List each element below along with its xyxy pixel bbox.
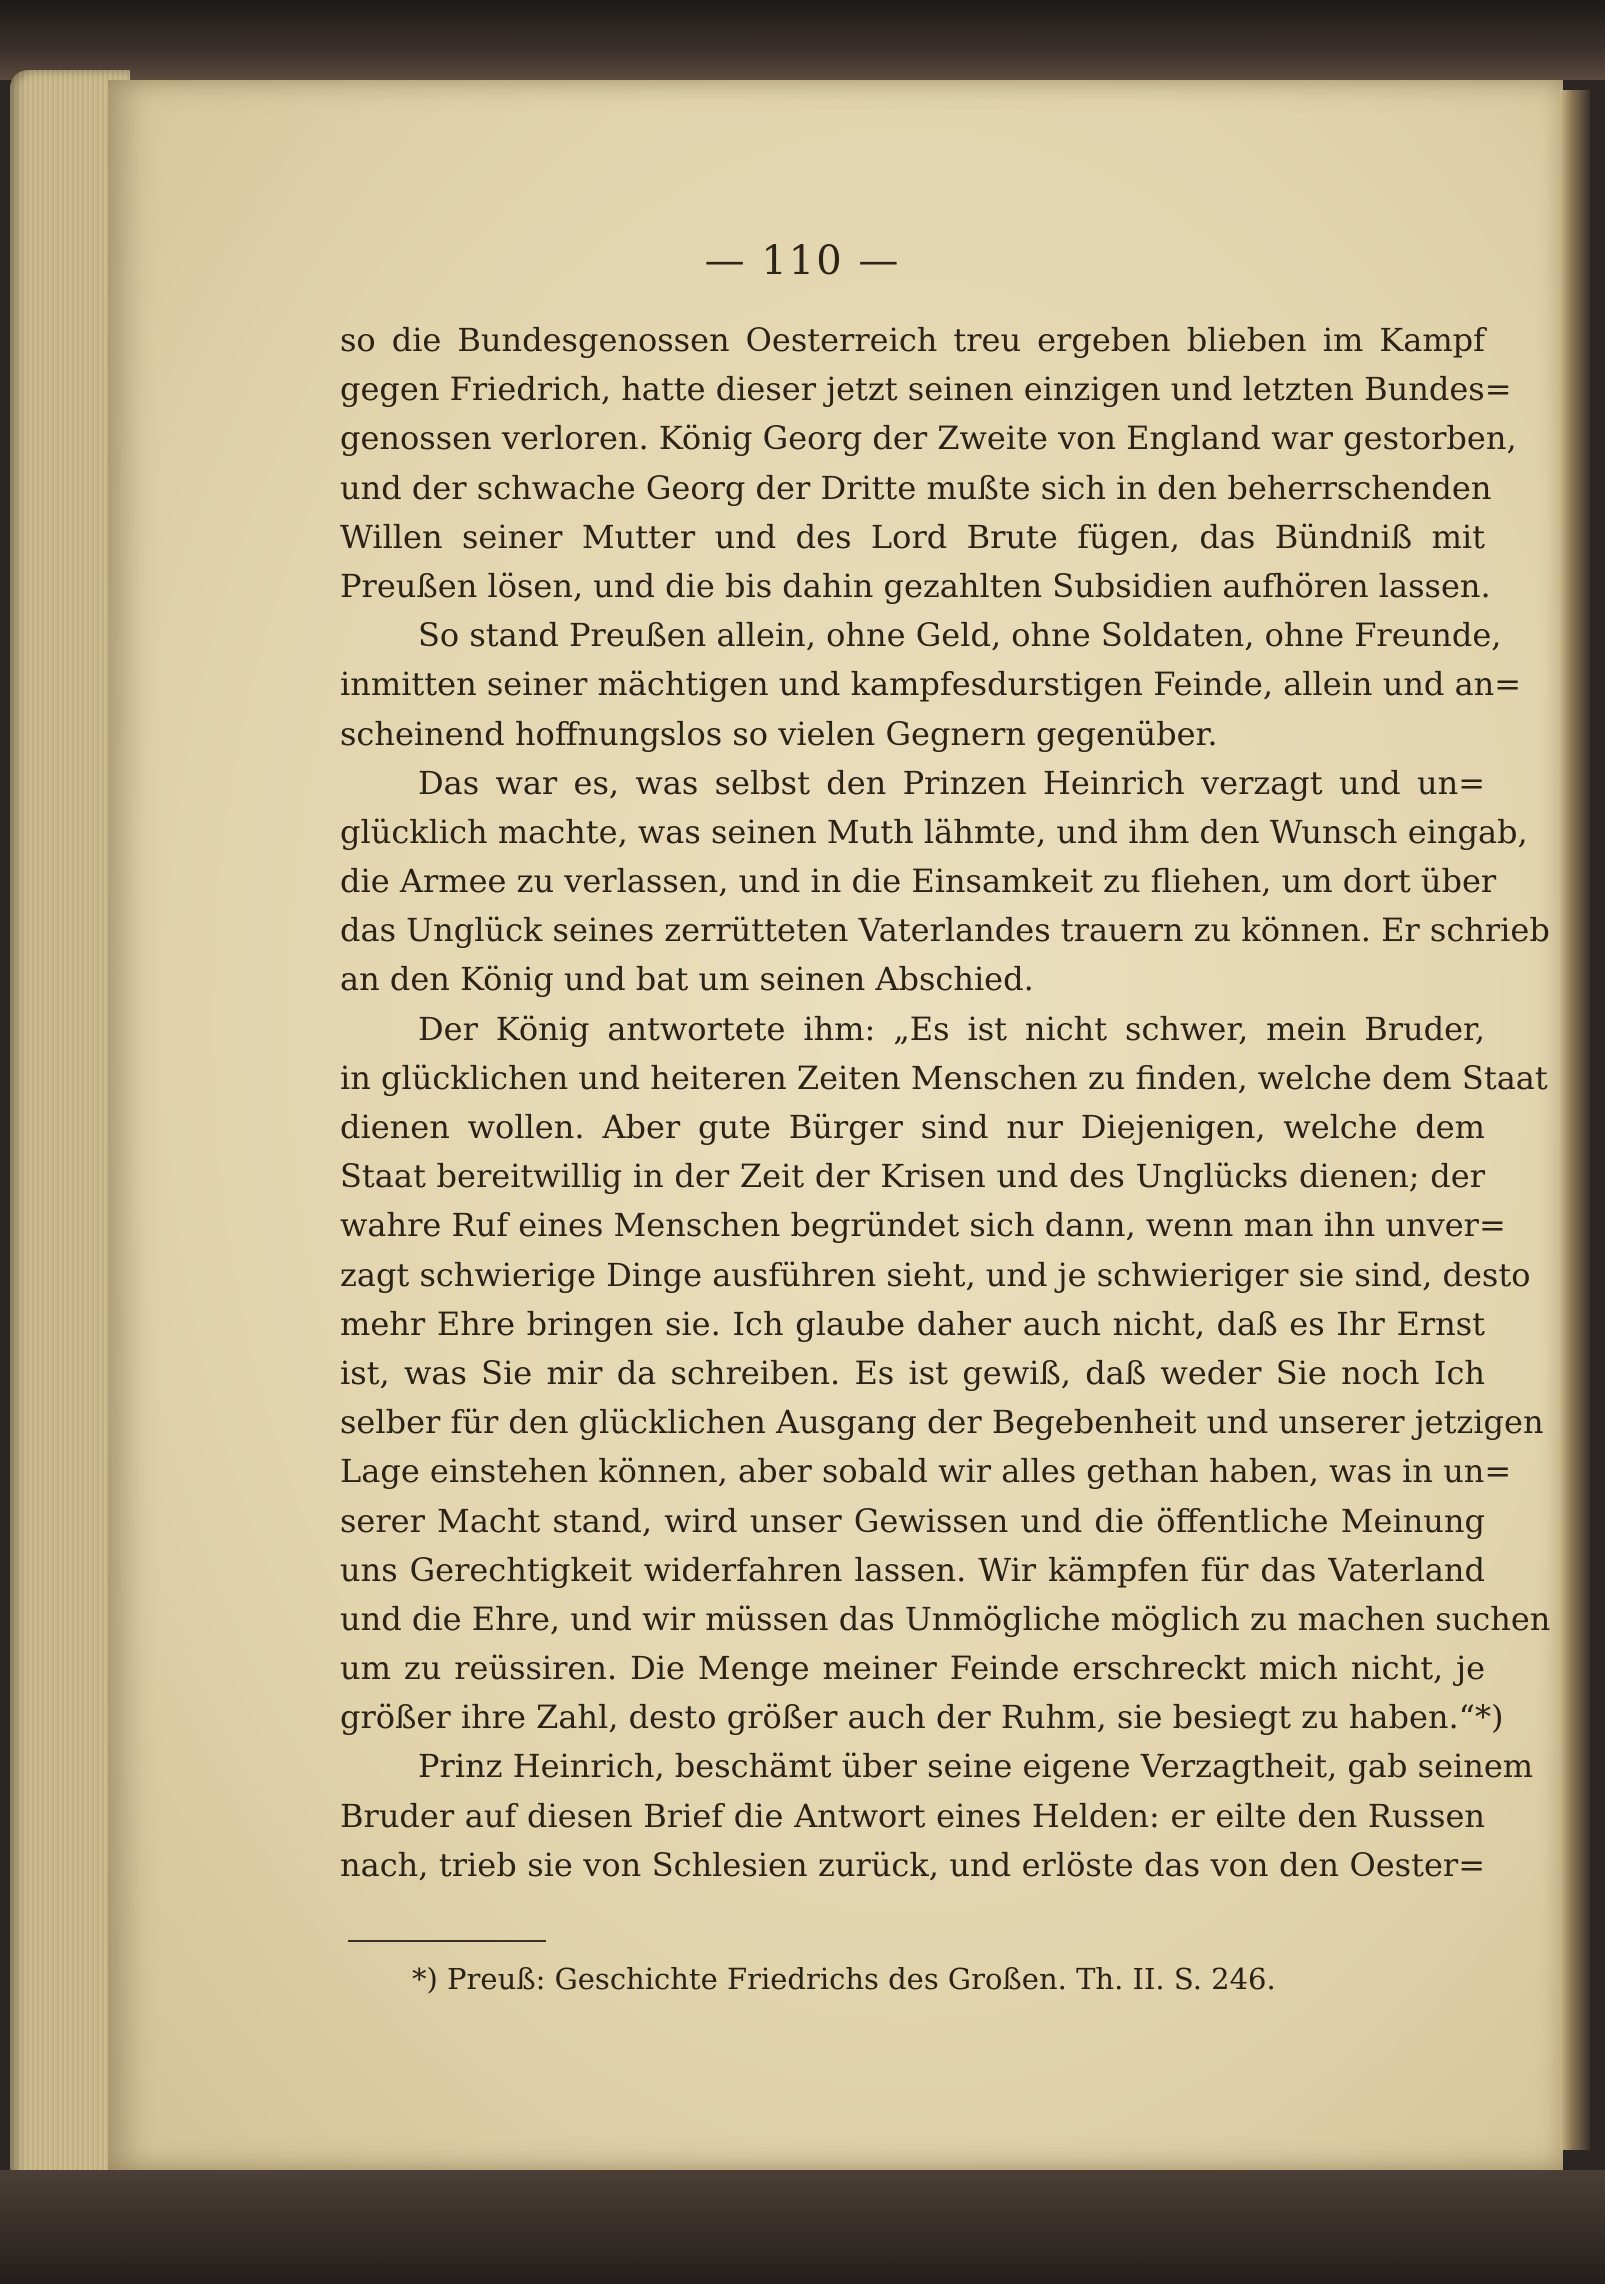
- book-bottom-edge: [0, 2170, 1605, 2284]
- text-line: so die Bundesgenossen Oesterreich treu ergeben blieben im Kampf: [340, 321, 1485, 359]
- text-line: ist, was Sie mir da schreiben. Es ist gewiß, daß weder Sie noch Ich: [340, 1353, 1485, 1392]
- text-line: Der König antwortete ihm: „Es ist nicht schwer, mein Bruder,: [418, 1009, 1485, 1048]
- footnote: *) Preuß: Geschichte Friedrichs des Großen. Th. II. S. 246.: [412, 1962, 1276, 1996]
- text-line: genossen verloren. König Georg der Zweite von England war gestorben,: [340, 419, 1517, 458]
- text-line: Willen seiner Mutter und des Lord Brute fügen, das Bündniß mit: [340, 517, 1485, 556]
- text-line: zagt schwierige Dinge ausführen sieht, und je schwieriger sie sind, desto: [340, 1255, 1531, 1294]
- text-line: glücklich machte, was seinen Muth lähmte, und ihm den Wunsch eingab,: [340, 812, 1528, 851]
- text-line: in glücklichen und heiteren Zeiten Menschen zu finden, welche dem Staat: [340, 1058, 1548, 1097]
- text-line: und die Ehre, und wir müssen das Unmögliche möglich zu machen suchen: [340, 1599, 1551, 1638]
- text-line: Prinz Heinrich, beschämt über seine eigene Verzagtheit, gab seinem: [418, 1747, 1534, 1786]
- text-line: wahre Ruf eines Menschen begründet sich dann, wenn man ihn unver=: [340, 1206, 1506, 1245]
- text-line: Preußen lösen, und die bis dahin gezahlten Subsidien aufhören lassen.: [340, 566, 1491, 605]
- body-text: [340, 316, 1551, 1890]
- text-line: scheinend hoffnungslos so vielen Gegnern gegenüber.: [340, 714, 1218, 753]
- text-line: um zu reüssiren. Die Menge meiner Feinde erschreckt mich nicht, je: [340, 1649, 1485, 1688]
- footnote-rule: [348, 1940, 546, 1942]
- text-line: Bruder auf diesen Brief die Antwort eines Helden: er eilte den Russen: [340, 1796, 1485, 1835]
- text-line: selber für den glücklichen Ausgang der Begebenheit und unserer jetzigen: [340, 1403, 1544, 1442]
- text-line: größer ihre Zahl, desto größer auch der Ruhm, sie besiegt zu haben.“*): [340, 1698, 1504, 1737]
- text-line: an den König und bat um seinen Abschied.: [340, 960, 1034, 999]
- text-line: nach, trieb sie von Schlesien zurück, und erlöste das von den Oester=: [340, 1845, 1485, 1884]
- text-line: So stand Preußen allein, ohne Geld, ohne Soldaten, ohne Freunde,: [418, 616, 1502, 655]
- text-line: Staat bereitwillig in der Zeit der Krisen und des Unglücks dienen; der: [340, 1157, 1485, 1196]
- book-spine-top: [0, 0, 1605, 80]
- text-line: Lage einstehen können, aber sobald wir alles gethan haben, was in un=: [340, 1452, 1512, 1491]
- text-line: Das war es, was selbst den Prinzen Heinrich verzagt und un=: [418, 763, 1485, 802]
- text-line: dienen wollen. Aber gute Bürger sind nur Diejenigen, welche dem: [340, 1108, 1485, 1146]
- text-line: mehr Ehre bringen sie. Ich glaube daher auch nicht, daß es Ihr Ernst: [340, 1304, 1485, 1343]
- text-line: uns Gerechtigkeit widerfahren lassen. Wir kämpfen für das Vaterland: [340, 1550, 1485, 1589]
- text-line: serer Macht stand, wird unser Gewissen und die öffentliche Meinung: [340, 1501, 1485, 1540]
- text-line: inmitten seiner mächtigen und kampfesdurstigen Feinde, allein und an=: [340, 665, 1522, 704]
- page-number: — 110 —: [704, 238, 901, 284]
- text-line: gegen Friedrich, hatte dieser jetzt seinen einzigen und letzten Bundes=: [340, 370, 1512, 409]
- text-line: die Armee zu verlassen, und in die Einsamkeit zu fliehen, um dort über: [340, 862, 1497, 901]
- text-line: das Unglück seines zerrütteten Vaterlandes trauern zu können. Er schrieb: [340, 911, 1550, 950]
- text-line: und der schwache Georg der Dritte mußte sich in den beherrschenden: [340, 468, 1492, 507]
- book-right-edge: [1560, 90, 1590, 2150]
